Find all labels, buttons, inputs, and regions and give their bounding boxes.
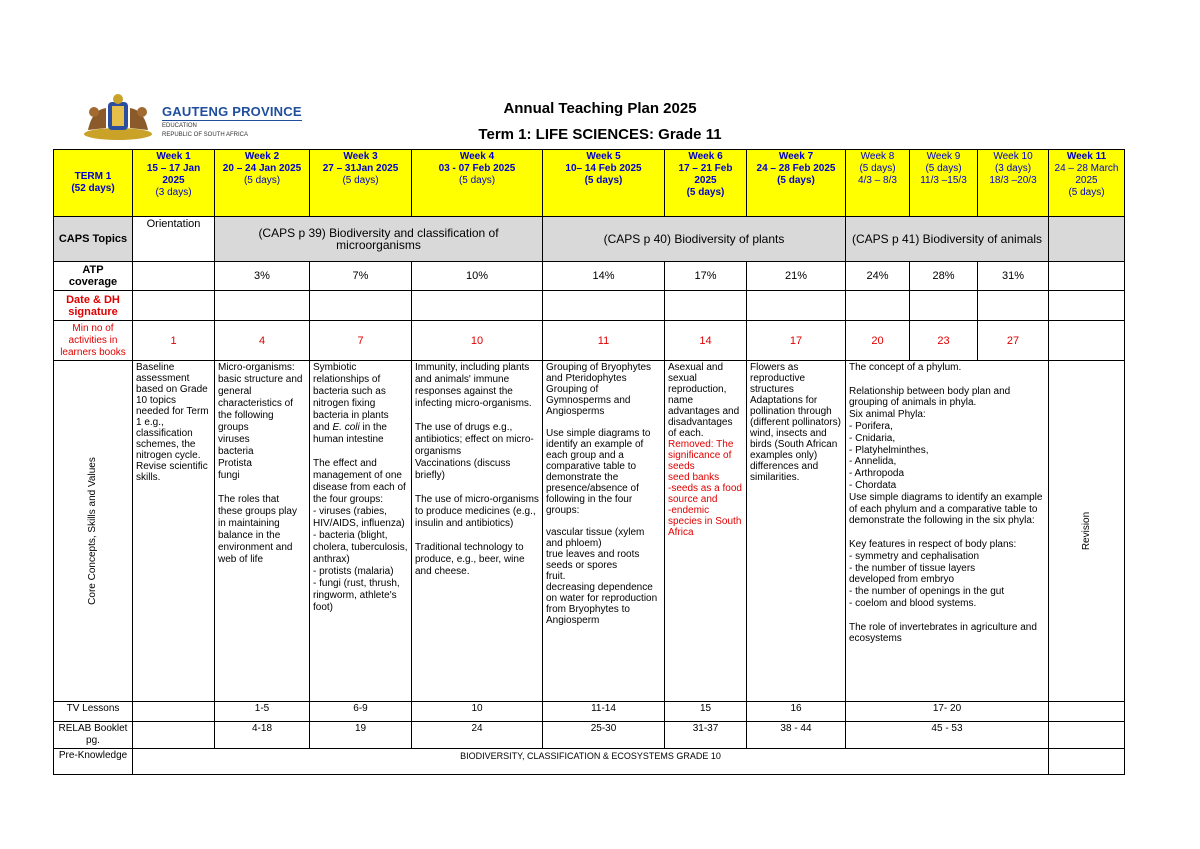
relab-value: 24 xyxy=(412,722,543,749)
pre-knowledge-value: BIODIVERSITY, CLASSIFICATION & ECOSYSTEMS GRADE 10 xyxy=(133,749,1049,775)
topic-microorganisms: (CAPS p 39) Biodiversity and classification of microorganisms xyxy=(215,217,543,262)
atp-coverage-label: ATP coverage xyxy=(54,262,133,291)
week-2-header: Week 2 20 – 24 Jan 2025 (5 days) xyxy=(215,150,310,217)
min-activities-value: 10 xyxy=(412,321,543,361)
date-signature-row xyxy=(54,291,1125,321)
logo-name: GAUTENG PROVINCE xyxy=(162,104,302,119)
logo-line2: REPUBLIC OF SOUTH AFRICA xyxy=(162,132,249,138)
tv-lessons-row xyxy=(54,702,1125,722)
week-5-header: Week 5 10– 14 Feb 2025 (5 days) xyxy=(543,150,665,217)
min-activities-value: 23 xyxy=(910,321,978,361)
removed-content: Removed: The significance of seeds seed banks -seeds as a food source and -endemic species in South Africa xyxy=(668,439,742,538)
atp-value: 3% xyxy=(215,262,310,291)
atp-value: 14% xyxy=(543,262,665,291)
tv-lessons-value: 15 xyxy=(665,702,747,722)
week-7-header: Week 7 24 – 28 Feb 2025 (5 days) xyxy=(747,150,846,217)
relab-value: 4-18 xyxy=(215,722,310,749)
page-title: Annual Teaching Plan 2025 xyxy=(503,100,697,117)
core-weeks-8-10: The concept of a phylum. Relationship between body plan and grouping of animals in phyla. Six animal Phyla: - Porifera, - Cnidaria, - Platyhelminthes, - Annelida, - Arthropoda - Chordata Use simple diagrams to identify an example of each phylum and a comparative table to demonstrate the following in the six phyla: Key features in respect of body plans: - symmetry and cephalisation - the number of tissue layers developed from embryo - the number of openings in the gut - coelom and blood systems. The role of invertebrates in agriculture and ecosystems xyxy=(846,361,1049,702)
core-week-11: Revision xyxy=(1049,361,1125,702)
topic-animals: (CAPS p 41) Biodiversity of animals xyxy=(846,217,1049,262)
week-11-header: Week 11 24 – 28 March 2025 (5 days) xyxy=(1049,150,1125,217)
relab-label: RELAB Booklet pg. xyxy=(54,722,133,749)
relab-value: 38 - 44 xyxy=(747,722,846,749)
tv-lessons-value: 11-14 xyxy=(543,702,665,722)
week-3-header: Week 3 27 – 31Jan 2025 (5 days) xyxy=(310,150,412,217)
caps-topics-row xyxy=(54,217,1125,262)
atp-value: 28% xyxy=(910,262,978,291)
min-activities-value: 7 xyxy=(310,321,412,361)
core-concepts-row xyxy=(54,361,1125,702)
tv-lessons-value: 16 xyxy=(747,702,846,722)
relab-value: 19 xyxy=(310,722,412,749)
atp-value: 24% xyxy=(846,262,910,291)
relab-value: 31-37 xyxy=(665,722,747,749)
min-activities-value: 1 xyxy=(133,321,215,361)
min-activities-value: 27 xyxy=(978,321,1049,361)
tv-lessons-value: 6-9 xyxy=(310,702,412,722)
atp-value: 10% xyxy=(412,262,543,291)
term-cell xyxy=(54,150,133,217)
week-8-header: Week 8 (5 days) 4/3 – 8/3 xyxy=(846,150,910,217)
relab-value: 45 - 53 xyxy=(846,722,1049,749)
core-week-4: Immunity, including plants and animals' immune responses against the infecting micro-organisms. The use of drugs e.g., antibiotics; effect on micro-organisms Vaccinations (discuss briefly) The use of micro-organisms to produce medicines (e.g., insulin and antibiotics) Traditional technology to produce, e.g., beer, wine and cheese. xyxy=(412,361,543,702)
atp-coverage-row xyxy=(54,262,1125,291)
pre-knowledge-row xyxy=(54,749,1125,775)
tv-lessons-value: 10 xyxy=(412,702,543,722)
tv-lessons-value: 17- 20 xyxy=(846,702,1049,722)
week-4-header: Week 4 03 - 07 Feb 2025 (5 days) xyxy=(412,150,543,217)
pre-knowledge-label: Pre-Knowledge xyxy=(54,749,133,775)
core-week-3: Symbiotic relationships of bacteria such as nitrogen fixing bacteria in plants and E. coli in the human intestine The effect and management of one disease from each of the four groups: - viruses (rabies, HIV/AIDS, influenza) - bacteria (blight, cholera, tuberculosis, anthrax) - protists (malaria) - fungi (rust, thrush, ringworm, athlete's foot) xyxy=(310,361,412,702)
core-week-7: Flowers as reproductive structures Adaptations for pollination through (different pollinators) wind, insects and birds (South African examples only) differences and similarities. xyxy=(747,361,846,702)
min-activities-label: Min no of activities in learners books xyxy=(54,321,133,361)
week-9-header: Week 9 (5 days) 11/3 –15/3 xyxy=(910,150,978,217)
teaching-plan-table xyxy=(53,149,1125,775)
date-signature-label: Date & DH signature xyxy=(54,291,133,321)
week-6-header: Week 6 17 – 21 Feb 2025 (5 days) xyxy=(665,150,747,217)
min-activities-row xyxy=(54,321,1125,361)
atp-value: 21% xyxy=(747,262,846,291)
relab-row xyxy=(54,722,1125,749)
logo-line1: EDUCATION xyxy=(162,123,197,129)
min-activities-value: 20 xyxy=(846,321,910,361)
week-10-header: Week 10 (3 days) 18/3 –20/3 xyxy=(978,150,1049,217)
atp-value: 17% xyxy=(665,262,747,291)
core-concepts-label: Core Concepts, Skills and Values xyxy=(54,361,133,702)
core-week-6: Asexual and sexual reproduction, name advantages and disadvantages of each. Removed: The significance of seeds seed banks -seeds as a food source and -endemic species in South Africa xyxy=(665,361,747,702)
min-activities-value: 14 xyxy=(665,321,747,361)
week-1-header: Week 1 15 – 17 Jan 2025 (3 days) xyxy=(133,150,215,217)
min-activities-value: 4 xyxy=(215,321,310,361)
tv-lessons-value: 1-5 xyxy=(215,702,310,722)
tv-lessons-label: TV Lessons xyxy=(54,702,133,722)
core-week-2: Micro-organisms: basic structure and general characteristics of the following groups viruses bacteria Protista fungi The roles that these groups play in maintaining balance in the environment and web of life xyxy=(215,361,310,702)
atp-value: 31% xyxy=(978,262,1049,291)
atp-value: 7% xyxy=(310,262,412,291)
min-activities-value: 17 xyxy=(747,321,846,361)
topic-plants: (CAPS p 40) Biodiversity of plants xyxy=(543,217,846,262)
topic-empty xyxy=(1049,217,1125,262)
min-activities-value: 11 xyxy=(543,321,665,361)
core-week-1: Baseline assessment based on Grade 10 topics needed for Term 1 e.g., classification schemes, the nitrogen cycle. Revise scientific skills. xyxy=(133,361,215,702)
caps-topics-label: CAPS Topics xyxy=(54,217,133,262)
week-header-row xyxy=(54,150,1125,217)
term-label: TERM 1 xyxy=(74,171,112,182)
core-week-5: Grouping of Bryophytes and Pteridophytes Grouping of Gymnosperms and Angiosperms Use simple diagrams to identify an example of each group and a comparative table to demonstrate the presence/absence of following in the four groups: vascular tissue (xylem and phloem) true leaves and roots seeds or spores fruit. decreasing dependence on water for reproduction from Bryophytes to Angiosperm xyxy=(543,361,665,702)
term-days: (52 days) xyxy=(71,183,115,194)
page-subtitle: Term 1: LIFE SCIENCES: Grade 11 xyxy=(478,126,722,143)
relab-value: 25-30 xyxy=(543,722,665,749)
orientation-cell: Orientation xyxy=(133,217,215,262)
